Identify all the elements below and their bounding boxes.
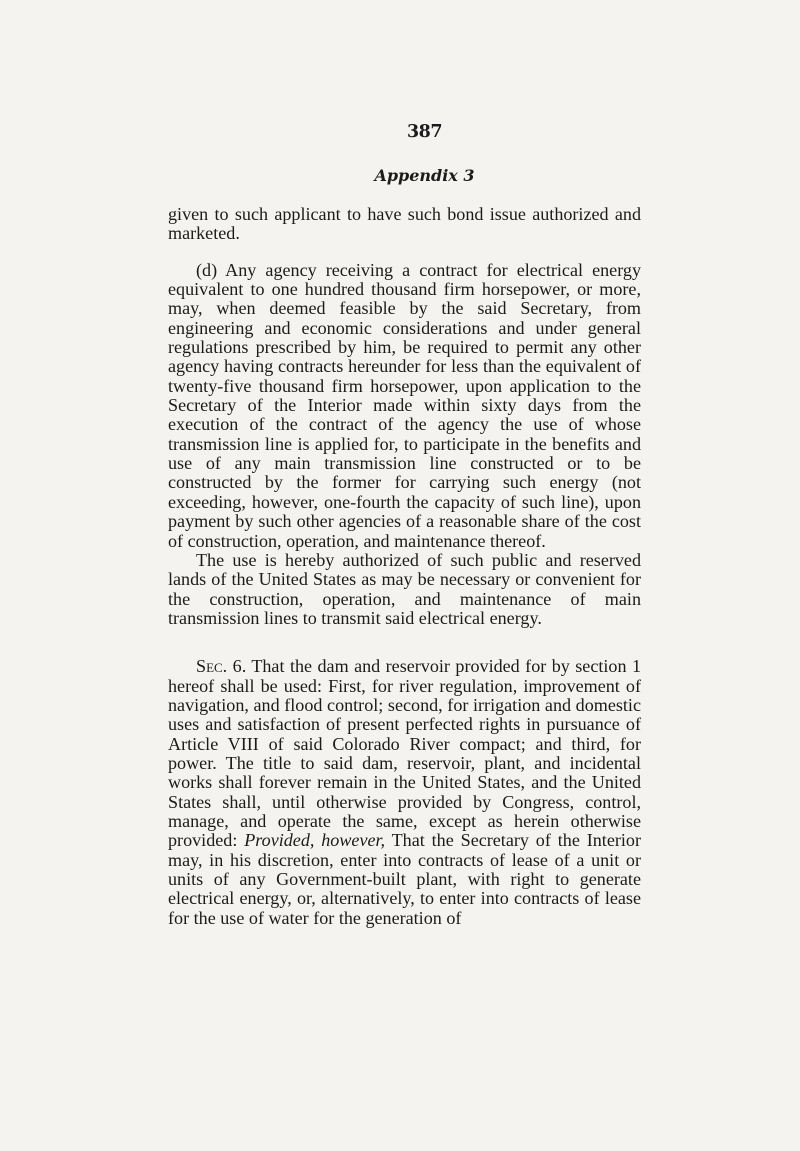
page-number: 387 bbox=[406, 122, 443, 142]
paragraph-lands-authorization: The use is hereby authorized of such public and reserved lands of the United States as may be necessary or convenient for the construction, operation, and maintenance of main transmission lines to transmit said electrical energy. bbox=[168, 549, 641, 628]
running-head: Appendix 3 bbox=[374, 166, 475, 185]
body-text bbox=[168, 205, 641, 928]
proviso-italic: Provided, however, bbox=[244, 830, 386, 851]
section-6-text-b: That the Secretary of the Interior may, in his discretion, enter into contracts of lease of a unit or units of any Government-built plant, with right to generate electrical energy, or, alternatively, to enter into contracts of lease for the use of water for the generation of bbox=[168, 830, 641, 928]
paragraph-continuation: given to such applicant to have such bond issue authorized and marketed. bbox=[168, 204, 641, 244]
section-6-text-a: 6. That the dam and reservoir provided for by section 1 hereof shall be used: First, for river regulation, improvement of navigation, and flood control; second, for irrigation and domestic uses and satisfaction of present perfected rights in pursuance of Article VIII of said Colorado River compact; and third, for power. The title to said dam, reservoir, plant, and incidental works shall forever remain in the United States, and the United States shall, until otherwise provided by Congress, control, manage, and operate the same, except as herein otherwise provided: bbox=[168, 656, 641, 851]
paragraph-subsection-d: (d) Any agency receiving a contract for electrical energy equivalent to one hundred thousand firm horsepower, or more, may, when deemed feasible by the said Secretary, from engineering and economic considerations and under general regulations prescribed by him, be required to permit any other agency having contracts hereunder for less than the equivalent of twenty-five thousand firm horsepower, upon application to the Secretary of the Interior made within sixty days from the execution of the contract of the agency the use of whose transmission line is applied for, to participate in the benefits and use of any main transmission line constructed or to be constructed by the former for carrying such energy (not exceeding, however, one-fourth the capacity of such line), upon payment by such other agencies of a reasonable share of the cost of construction, operation, and maintenance thereof. bbox=[168, 259, 641, 551]
document-page bbox=[168, 120, 641, 928]
section-label: Sec. bbox=[196, 656, 228, 677]
paragraph-section-6 bbox=[168, 657, 641, 928]
